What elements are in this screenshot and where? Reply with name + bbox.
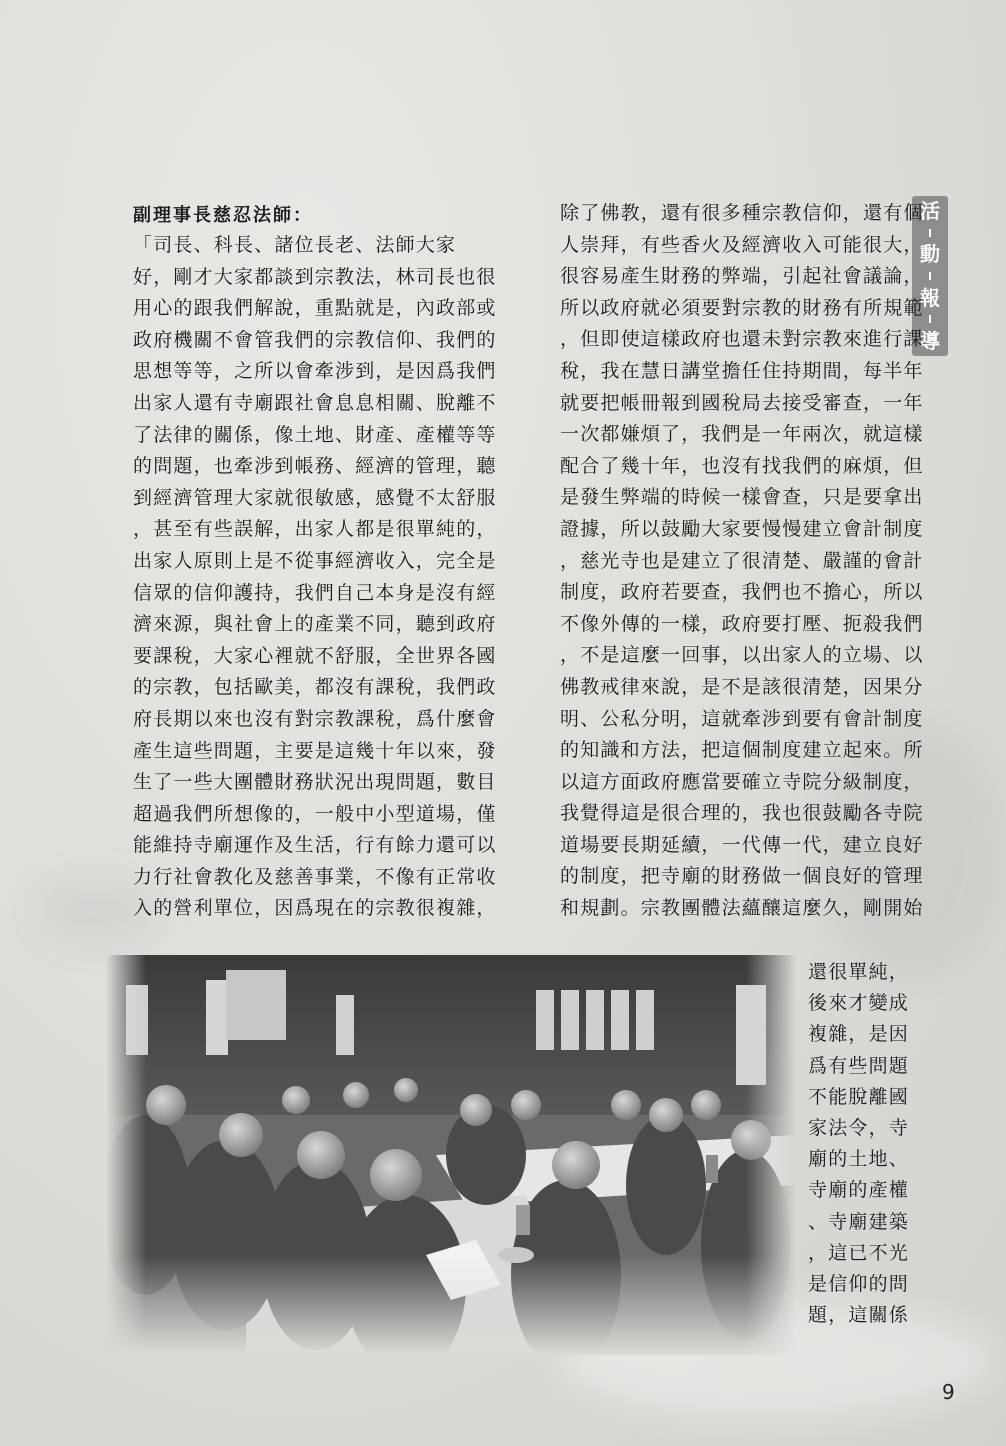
text-line: 佛教戒律來說，是不是該很清楚，因果分 [560,675,924,698]
text-line: 力行社會教化及慈善事業，不像有正常收 [133,865,497,888]
text-line: 的問題，也牽涉到帳務、經濟的管理，聽 [133,455,497,478]
text-line: 政府機關不會管我們的宗教信仰、我們的 [133,328,497,351]
text-line: 制度，政府若要查，我們也不擔心，所以 [560,581,924,604]
meeting-photo-illustration [106,955,796,1355]
text-line: 不能脫離國 [808,1085,910,1108]
text-line: 到經濟管理大家就很敏感，感覺不太舒服 [133,486,497,509]
text-line: 了法律的關係，像土地、財產、產權等等 [133,423,497,446]
text-line: 生了一些大團體財務狀況出現問題，數目 [133,771,497,794]
text-line: 爲有些問題 [808,1054,910,1077]
section-tab-char: 導 [920,329,940,354]
text-line: 產生這些問題，主要是這幾十年以來，發 [133,739,497,762]
text-line: 濟來源，與社會上的產業不同，聽到政府 [133,613,497,636]
section-tab-char: 活 [920,198,940,223]
page-number: 9 [942,1380,955,1404]
text-line: 人崇拜，有些香火及經濟收入可能很大， [560,233,924,256]
text-line: 要課稅，大家心裡就不舒服，全世界各國 [133,644,497,667]
section-tab-divider [929,272,931,280]
section-tab-char: 動 [920,242,940,267]
text-line: 的制度，把寺廟的財務做一個良好的管理 [560,865,924,888]
section-tab-divider [929,315,931,323]
text-line: 用心的跟我們解說，重點就是，內政部或 [133,297,497,320]
text-line: 明、公私分明，這就牽涉到要有會計制度 [560,707,924,730]
text-line: 除了佛教，還有很多種宗教信仰，還有個 [560,202,924,224]
section-tab-char: 報 [920,285,940,310]
text-line: 證據，所以鼓勵大家要慢慢建立會計制度 [560,517,924,540]
text-line: 我覺得這是很合理的，我也很鼓勵各寺院 [560,802,924,825]
text-line: 的宗教，包括歐美，都沒有課稅，我們政 [133,676,497,699]
text-line: 信眾的信仰護持，我們自己本身是沒有經 [133,581,497,604]
text-line: 超過我們所想像的，一般中小型道場，僅 [133,802,497,825]
narrow-text-column [808,957,909,1331]
text-line: 後來才變成 [808,992,910,1015]
text-line: 題，這關係 [808,1304,910,1327]
text-line: 稅，我在慧日講堂擔任住持期間，每半年 [560,359,924,382]
text-line: 一次都嫌煩了，我們是一年兩次，就這樣 [560,423,924,446]
text-line: 是發生弊端的時候一樣會查，只是要拿出 [560,486,924,509]
text-line: ，不是這麼一回事，以出家人的立場、以 [560,644,924,667]
text-line: 家法令，寺 [808,1117,910,1140]
text-line: 很容易產生財務的弊端，引起社會議論， [560,265,924,288]
left-text-column [133,230,497,925]
speaker-heading: 副理事長慈忍法師： [133,205,313,226]
text-line: 以這方面政府應當要確立寺院分級制度， [560,770,924,793]
text-line: 就要把帳冊報到國稅局去接受審查，一年 [560,391,924,414]
text-line: 的知識和方法，把這個制度建立起來。所 [560,739,924,762]
text-line: 寺廟的產權 [808,1179,910,1202]
text-line: 不像外傳的一樣，政府要打壓、扼殺我們 [560,612,924,635]
text-line: 所以政府就必須要對宗教的財務有所規範 [560,296,924,319]
text-line: 府長期以來也沒有對宗教課稅，爲什麼會 [133,707,497,730]
text-line: 、寺廟建築 [808,1210,910,1233]
text-line: 是信仰的問 [808,1273,910,1296]
text-line: ，甚至有些誤解，出家人都是很單純的， [133,518,497,541]
text-line: 複雜，是因 [808,1023,910,1046]
text-line: 出家人原則上是不從事經濟收入，完全是 [133,549,497,572]
text-line: 和規劃。宗教團體法蘊釀這麼久，剛開始 [560,897,924,920]
meeting-photo [106,955,796,1355]
text-line: ，但即使這樣政府也還未對宗教來進行課 [560,328,924,351]
section-tab-divider [929,229,931,237]
text-line: 好，剛才大家都談到宗教法，林司長也很 [133,265,497,288]
text-line: 入的營利單位，因爲現在的宗教很複雜， [133,897,497,920]
text-line: 能維持寺廟運作及生活，行有餘力還可以 [133,834,497,857]
text-line: 思想等等，之所以會牽涉到，是因爲我們 [133,360,497,383]
text-line: 「司長、科長、諸位長老、法師大家 [133,234,457,256]
right-text-column [560,198,924,925]
text-line: 廟的土地、 [808,1148,910,1171]
text-line: ，這已不光 [808,1241,910,1264]
text-line: 出家人還有寺廟跟社會息息相關、脫離不 [133,391,497,414]
text-line: 道場要長期延續，一代傳一代，建立良好 [560,833,924,856]
text-line: 還很單純， [808,961,910,983]
text-line: ，慈光寺也是建立了很清楚、嚴謹的會計 [560,549,924,572]
text-line: 配合了幾十年，也沒有找我們的麻煩，但 [560,454,924,477]
